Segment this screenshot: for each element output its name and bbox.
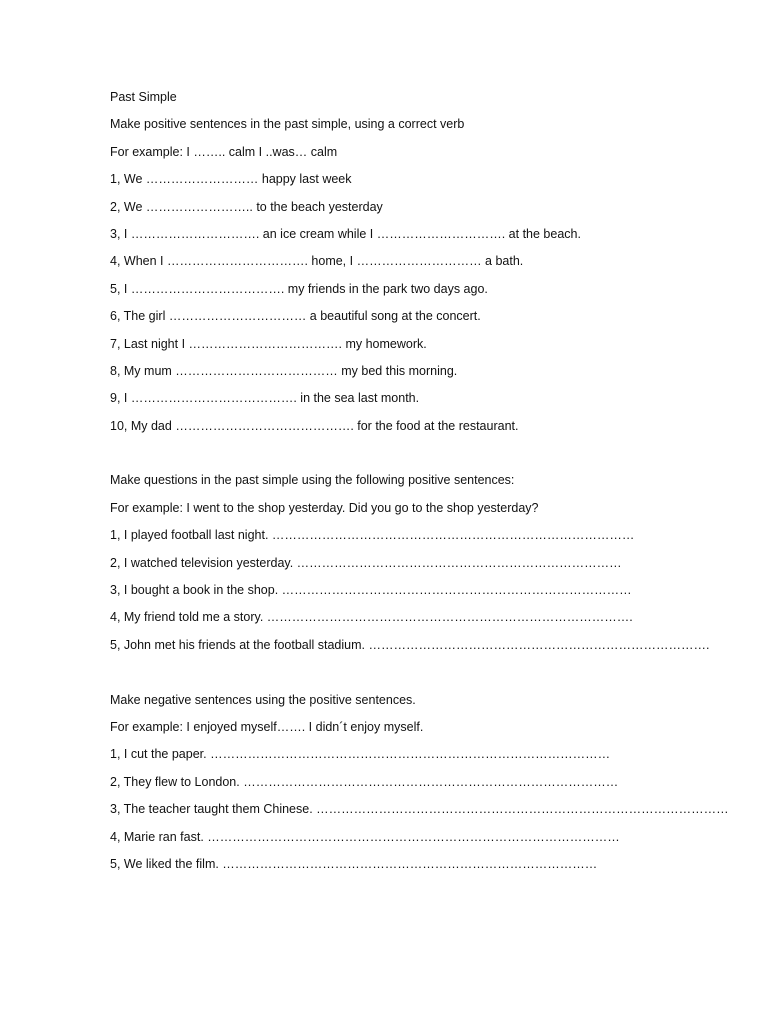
section1-item-1: 1, We ……………………… happy last week xyxy=(110,172,352,187)
section1-item-6: 6, The girl …………………………… a beautiful song at the concert. xyxy=(110,309,481,324)
section1-item-5: 5, I ………………………………. my friends in the park two days ago. xyxy=(110,281,488,296)
section2-item-3: 3, I bought a book in the shop. ………………………………………………………………………… xyxy=(110,583,632,598)
section2-instruction: Make questions in the past simple using the following positive sentences: xyxy=(110,473,515,488)
section1-item-10: 10, My dad ……………………………………. for the food at the restaurant. xyxy=(110,418,519,433)
section2-item-1: 1, I played football last night. …………………………………………………………………………… xyxy=(110,528,635,543)
section3-item-1: 1, I cut the paper. …………………………………………………………………………………… xyxy=(110,747,611,762)
worksheet-title: Past Simple xyxy=(110,90,177,104)
section1-item-3: 3, I …………………………. an ice cream while I …………………………. at the beach. xyxy=(110,226,581,241)
section3-item-5: 5, We liked the film. ……………………………………………………………………………… xyxy=(110,856,598,871)
section1-instruction: Make positive sentences in the past simple, using a correct verb xyxy=(110,117,465,132)
section2-item-4: 4, My friend told me a story. ……………………………………………………………………………. xyxy=(110,610,633,625)
section2-item-2: 2, I watched television yesterday. …………………………………………………………………… xyxy=(110,555,622,570)
section2-item-5: 5, John met his friends at the football stadium. ………………………………………………………………………. xyxy=(110,637,710,652)
section3-item-4: 4, Marie ran fast. ……………………………………………………………………………………… xyxy=(110,829,620,844)
section-spacer xyxy=(110,440,710,467)
section1-item-2: 2, We …………………….. to the beach yesterday xyxy=(110,199,383,214)
section3-instruction: Make negative sentences using the positive sentences. xyxy=(110,692,416,707)
section1-item-8: 8, My mum ………………………………… my bed this morning. xyxy=(110,363,458,378)
section-spacer xyxy=(110,659,710,686)
section1-example: For example: I …….. calm I ..was… calm xyxy=(110,144,338,159)
section2-example: For example: I went to the shop yesterday. Did you go to the shop yesterday? xyxy=(110,500,539,515)
section3-item-3: 3, The teacher taught them Chinese. ……………………………………………………………………………………… xyxy=(110,802,729,817)
section1-item-9: 9, I …………………………………. in the sea last month. xyxy=(110,391,420,406)
section1-item-7: 7, Last night I ………………………………. my homework. xyxy=(110,336,427,351)
section3-example: For example: I enjoyed myself……. I didn´t enjoy myself. xyxy=(110,719,424,734)
section3-item-2: 2, They flew to London. ……………………………………………………………………………… xyxy=(110,774,619,789)
worksheet-body xyxy=(110,84,729,878)
section1-item-4: 4, When I ……………………………. home, I ………………………… a bath. xyxy=(110,254,524,269)
